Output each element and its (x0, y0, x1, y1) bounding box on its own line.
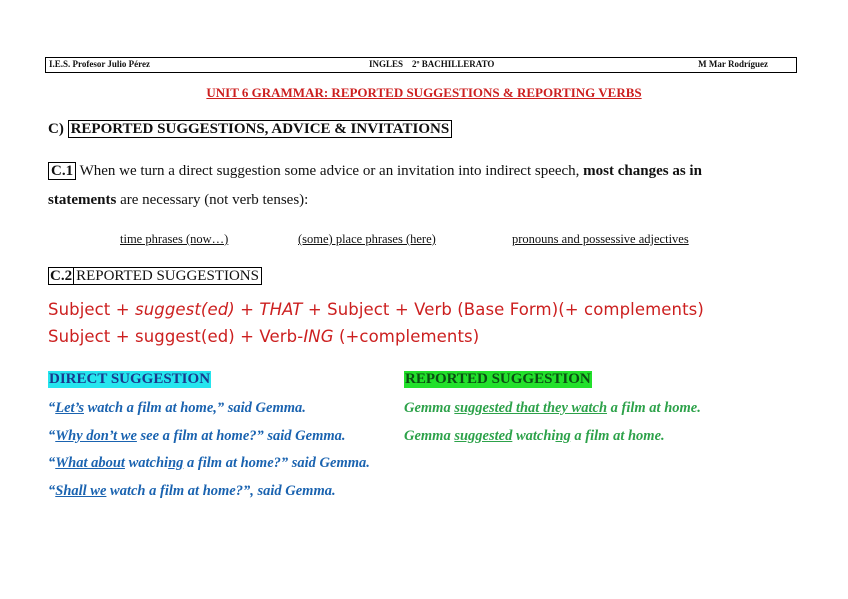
c2-title: REPORTED SUGGESTIONS (73, 267, 262, 285)
document-header (45, 57, 797, 73)
change-pronouns: pronouns and possessive adjectives (512, 232, 689, 246)
example-rest: a film at home. (570, 428, 665, 444)
unit-title: UNIT 6 GRAMMAR: REPORTED SUGGESTIONS & REPORTING VERBS (206, 85, 642, 100)
formula2-c: (+complements) (333, 327, 480, 346)
c1-paragraph-line2 (48, 192, 308, 209)
formula-ing (48, 327, 479, 346)
example-mid: watchi (512, 428, 556, 444)
example-keyword: Why don’t we (55, 428, 137, 444)
reported-example-2 (404, 428, 665, 445)
c1-bold-b: statements (48, 192, 117, 208)
c2-label: C.2 (50, 268, 73, 284)
c1-bold-a: most changes as in (583, 163, 702, 179)
example-subject: Gemma (404, 428, 455, 444)
example-mid: watchi (124, 455, 169, 471)
reported-example-1 (404, 400, 701, 417)
course-name: INGLES 2º BACHILLERATO (369, 59, 495, 69)
formula1-c: + Subject + Verb (Base Form)(+ complements) (302, 300, 704, 319)
quote-open: “ (48, 428, 56, 444)
reported-suggestion-heading: REPORTED SUGGESTION (405, 371, 591, 387)
example-rest: a film at home?” said Gemma. (183, 455, 370, 471)
section-c-title: REPORTED SUGGESTIONS, ADVICE & INVITATIONS (68, 120, 453, 138)
example-rest: watch a film at home,” said Gemma. (83, 400, 306, 416)
example-keyword: suggested that they watch (454, 400, 608, 416)
c1-text-a: When we turn a direct suggestion some advice or an invitation into indirect speech, (76, 163, 584, 179)
example-keyword: What about (55, 455, 125, 471)
formula2-a: Subject + suggest(ed) + Verb- (48, 327, 304, 346)
example-keyword: Shall we (55, 483, 107, 499)
example-rest: watch a film at home?”, said Gemma. (106, 483, 336, 499)
school-name: I.E.S. Profesor Julio Pérez (49, 59, 150, 69)
quote-open: “ (48, 483, 56, 499)
c1-text-b: are necessary (not verb tenses): (116, 192, 309, 208)
quote-open: “ (48, 400, 56, 416)
formula-that-clause (48, 300, 704, 319)
example-rest: a film at home. (607, 400, 701, 416)
example-keyword: Let’s (55, 400, 84, 416)
example-subject: Gemma (404, 400, 455, 416)
teacher-name: M Mar Rodríguez (698, 59, 768, 69)
direct-example-1 (48, 400, 306, 417)
direct-example-4 (48, 483, 336, 500)
formula1-b: suggest(ed) + THAT (135, 300, 303, 319)
change-place-phrases: (some) place phrases (here) (298, 232, 436, 246)
formula2-b: ING (303, 327, 334, 346)
section-c-prefix: C) (48, 121, 64, 137)
example-keyword: suggested (454, 428, 513, 444)
example-suffix: ng (168, 455, 184, 471)
example-rest: see a film at home?” said Gemma. (136, 428, 346, 444)
c1-paragraph-line1 (48, 163, 702, 180)
quote-open: “ (48, 455, 56, 471)
change-time-phrases: time phrases (now…) (120, 232, 229, 246)
c1-label: C.1 (48, 162, 76, 180)
formula1-a: Subject + (48, 300, 135, 319)
example-suffix: ng (555, 428, 571, 444)
direct-suggestion-heading: DIRECT SUGGESTION (49, 371, 211, 387)
section-c-heading (48, 121, 452, 138)
direct-example-3 (48, 455, 370, 472)
direct-example-2 (48, 428, 346, 445)
c2-heading (48, 268, 262, 285)
